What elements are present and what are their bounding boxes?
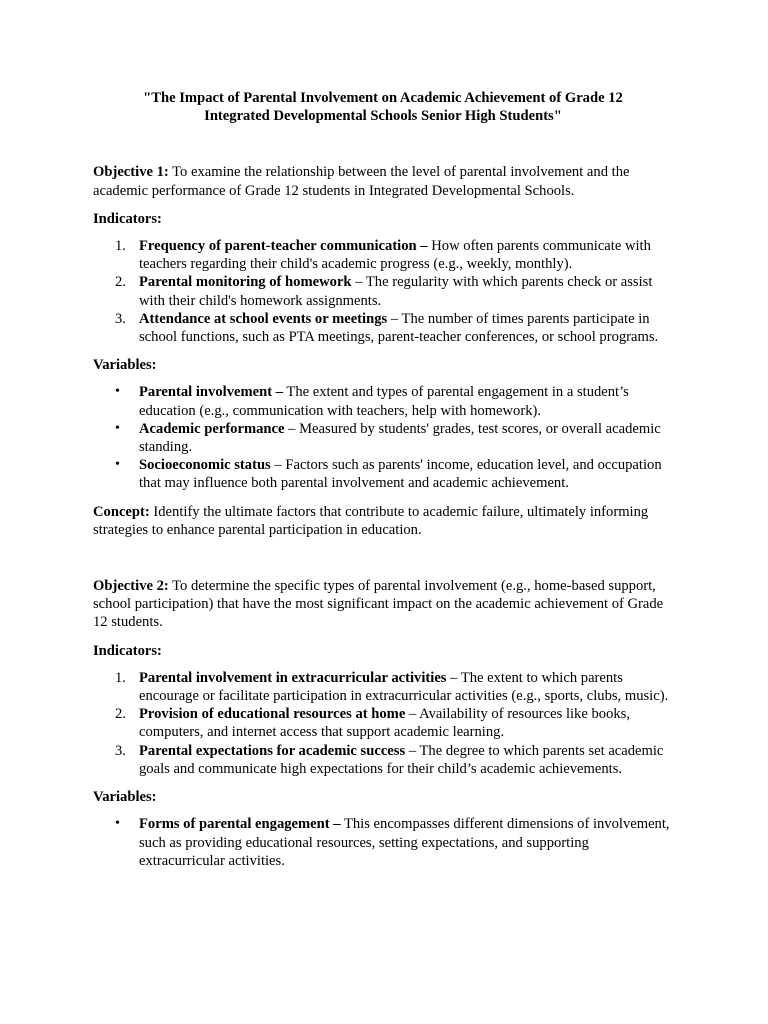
objective-1-variables-heading: Variables: [93, 357, 157, 374]
list-number: 3. [115, 742, 126, 759]
variable-description: The extent and types of parental engagement in a student’s education (e.g., communication with teachers, help with homework). [139, 384, 629, 419]
objective-1-indicators-list [93, 237, 673, 346]
list-item [93, 420, 673, 456]
objective-1-section [93, 163, 673, 539]
title-line-2: Integrated Developmental Schools Senior High Students" [204, 108, 562, 125]
variable-description: This encompasses different dimensions of involvement, such as providing educational resources, setting expectations, and supporting extracurricular activities. [139, 816, 670, 869]
list-item [93, 273, 673, 309]
list-number: 3. [115, 310, 126, 327]
indicator-description: – The regularity with which parents check or assist with their child's homework assignments. [139, 274, 653, 309]
variable-term: Socioeconomic status [139, 457, 271, 474]
bullet-icon: • [115, 384, 120, 400]
concept-text: Identify the ultimate factors that contribute to academic failure, ultimately informing strategies to enhance parental participation in education. [93, 503, 649, 538]
list-number: 1. [115, 238, 126, 255]
concept-label: Concept: [93, 503, 150, 520]
bullet-icon: • [115, 420, 120, 436]
list-item [93, 383, 673, 419]
objective-1-indicators-heading: Indicators: [93, 210, 162, 227]
list-item [93, 456, 673, 492]
objective-2-variables-heading: Variables: [93, 789, 157, 806]
objective-2-indicators-list [93, 669, 673, 778]
indicator-term: Parental monitoring of homework [139, 274, 352, 291]
document-page [93, 89, 673, 870]
objective-2-indicators-heading: Indicators: [93, 642, 162, 659]
objective-1-text: To examine the relationship between the level of parental involvement and the academic performance of Grade 12 students in Integrated Developmental Schools. [93, 164, 630, 199]
indicator-term: Provision of educational resources at home [139, 706, 406, 723]
indicator-description: – The degree to which parents set academic goals and communicate high expectations for their child’s academic achievements. [139, 742, 664, 777]
objective-2-label: Objective 2: [93, 578, 169, 595]
indicator-term: Parental expectations for academic success [139, 742, 406, 759]
list-item [93, 669, 673, 705]
list-number: 2. [115, 706, 126, 723]
indicator-term: Parental involvement in extracurricular activities [139, 669, 447, 686]
list-number: 2. [115, 274, 126, 291]
list-item [93, 815, 673, 870]
indicator-description: – The extent to which parents encourage or facilitate participation in extracurricular activities (e.g., sports, clubs, music). [139, 669, 669, 705]
objective-1-concept [93, 503, 673, 539]
variable-description: – Measured by students' grades, test scores, or overall academic standing. [139, 420, 661, 456]
bullet-icon: • [115, 816, 120, 832]
title-line-1: "The Impact of Parental Involvement on Academic Achievement of Grade 12 [143, 90, 623, 106]
indicator-description: How often parents communicate with teachers regarding their child's academic progress (e.g., weekly, monthly). [139, 238, 651, 273]
variable-term: Forms of parental engagement – [139, 816, 341, 833]
objective-2-text: To determine the specific types of parental involvement (e.g., home-based support, school participation) that have the most significant impact on the academic achievement of Grade 12 students. [93, 578, 664, 631]
objective-1-paragraph [93, 163, 673, 199]
indicator-description: – Availability of resources like books, computers, and internet access that support academic learning. [139, 706, 630, 741]
objective-2-paragraph [93, 577, 673, 632]
indicator-description: – The number of times parents participate in school functions, such as PTA meetings, parent-teacher conferences, or school programs. [139, 310, 659, 346]
list-number: 1. [115, 669, 126, 686]
variable-term: Academic performance [139, 420, 285, 437]
variable-description: – Factors such as parents' income, education level, and occupation that may influence both parental involvement and academic achievement. [139, 457, 662, 492]
list-item [93, 237, 673, 273]
list-item [93, 742, 673, 778]
bullet-icon: • [115, 457, 120, 473]
list-item [93, 705, 673, 741]
document-title [93, 89, 673, 125]
objective-1-variables-list [93, 383, 673, 492]
indicator-term: Attendance at school events or meetings [139, 310, 388, 327]
variable-term: Parental involvement – [139, 384, 284, 401]
objective-2-variables-list [93, 815, 673, 870]
indicator-term: Frequency of parent-teacher communication – [139, 238, 428, 255]
objective-2-section [93, 577, 673, 870]
list-item [93, 310, 673, 346]
objective-1-label: Objective 1: [93, 164, 169, 181]
